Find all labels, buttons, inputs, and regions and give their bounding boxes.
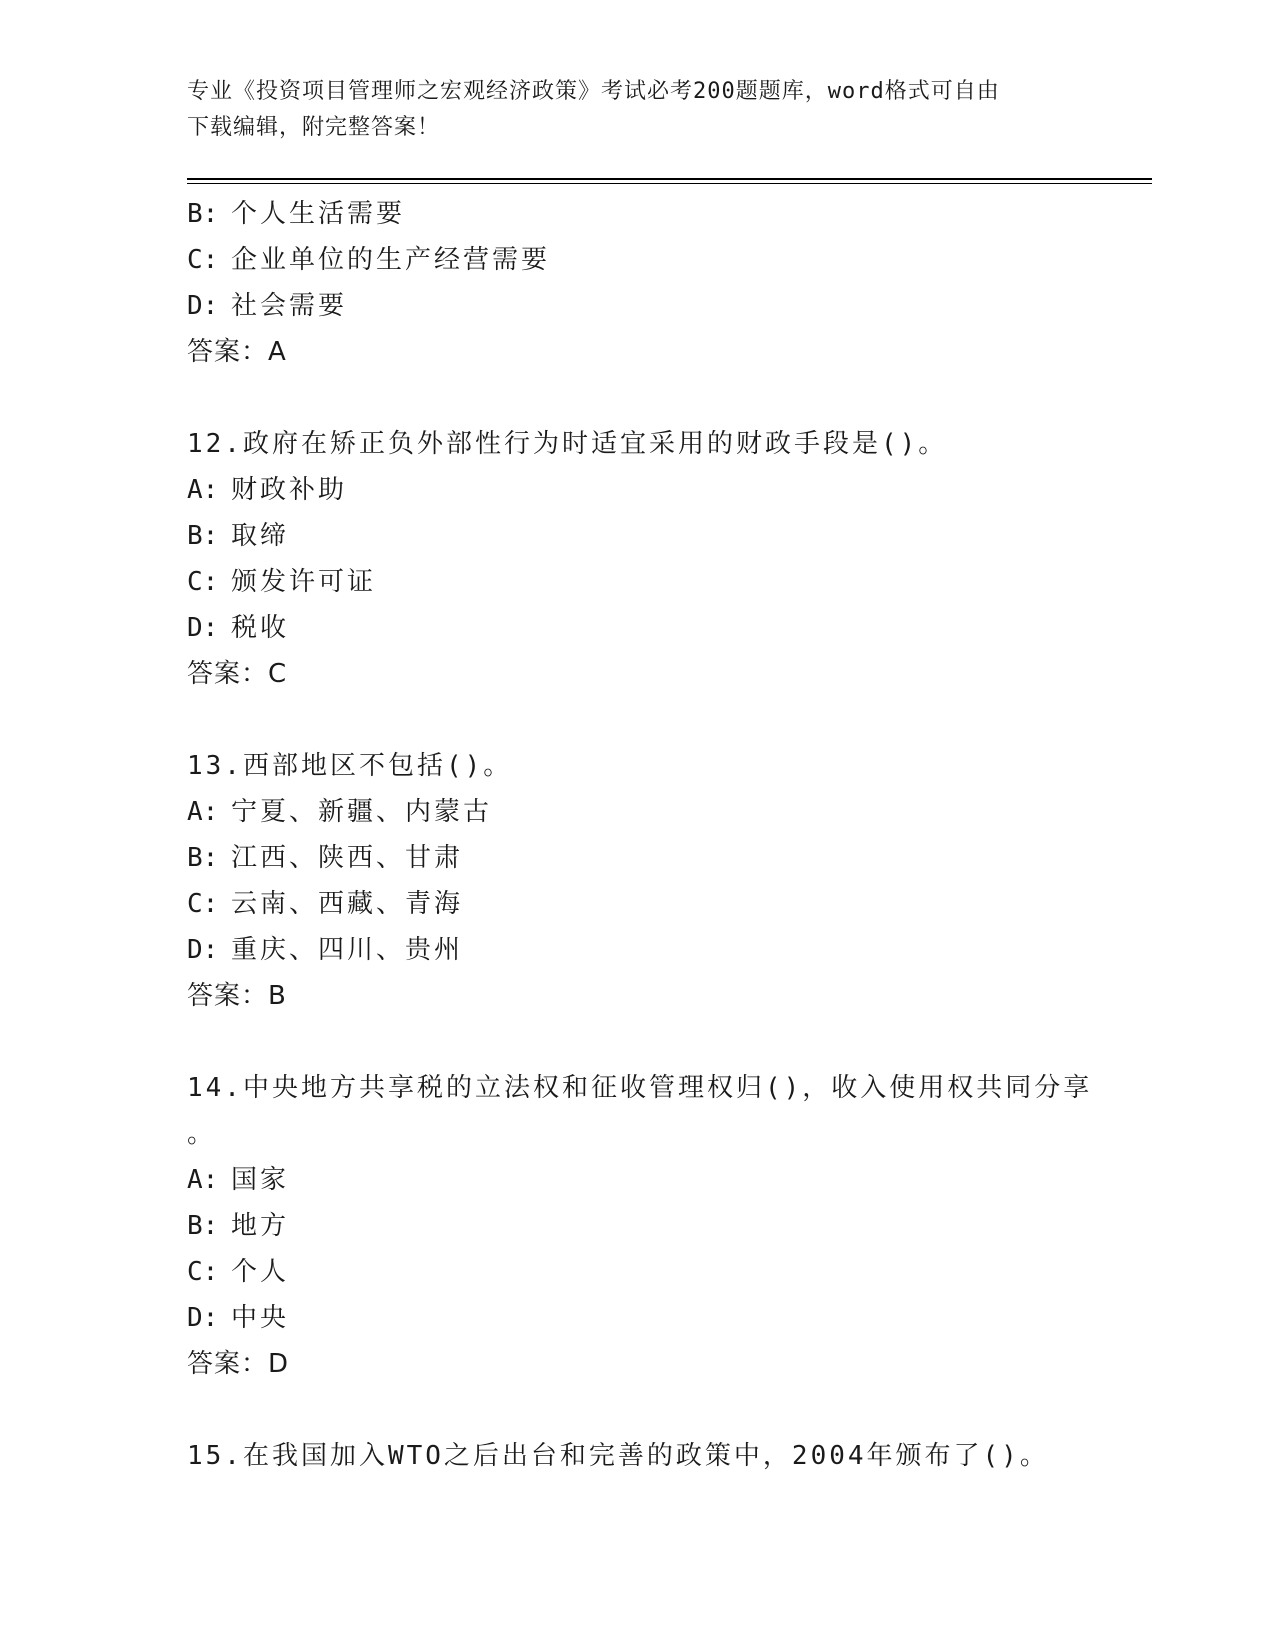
option-c: C: 个人 — [187, 1257, 290, 1287]
header-line-1: 专业《投资项目管理师之宏观经济政策》考试必考200题题库，word格式可自由 — [187, 79, 1000, 104]
option-b: B: 个人生活需要 — [187, 199, 406, 229]
question-stem: 12.政府在矫正负外部性行为时适宜采用的财政手段是()。 — [187, 429, 948, 459]
option-b: B: 江西、陕西、甘肃 — [187, 843, 464, 873]
option-c: C: 云南、西藏、青海 — [187, 889, 464, 919]
option-d: D: 中央 — [187, 1303, 290, 1333]
option-d: D: 社会需要 — [187, 291, 348, 321]
option-b: B: 取缔 — [187, 521, 290, 551]
question-stem: 15.在我国加入WTO之后出台和完善的政策中，2004年颁布了()。 — [187, 1441, 1049, 1471]
question-stem-continuation: 。 — [187, 1119, 217, 1149]
option-b: B: 地方 — [187, 1211, 290, 1241]
question-list — [187, 191, 1152, 1479]
option-d: D: 税收 — [187, 613, 290, 643]
option-d: D: 重庆、四川、贵州 — [187, 935, 464, 965]
header-divider-thick — [187, 178, 1152, 180]
question-stem: 13.西部地区不包括()。 — [187, 751, 513, 781]
answer-line: 答案：B — [187, 981, 287, 1011]
option-a: A: 宁夏、新疆、内蒙古 — [187, 797, 493, 827]
question-stem: 14.中央地方共享税的立法权和征收管理权归()，收入使用权共同分享 — [187, 1073, 1093, 1103]
header-divider-thin — [187, 183, 1152, 184]
document-header — [187, 74, 1067, 146]
option-c: C: 颁发许可证 — [187, 567, 377, 597]
answer-line: 答案：A — [187, 337, 287, 367]
answer-line: 答案：D — [187, 1349, 290, 1379]
option-a: A: 财政补助 — [187, 475, 348, 505]
option-c: C: 企业单位的生产经营需要 — [187, 245, 551, 275]
answer-line: 答案：C — [187, 659, 288, 689]
header-line-2: 下载编辑，附完整答案！ — [187, 115, 441, 140]
option-a: A: 国家 — [187, 1165, 290, 1195]
